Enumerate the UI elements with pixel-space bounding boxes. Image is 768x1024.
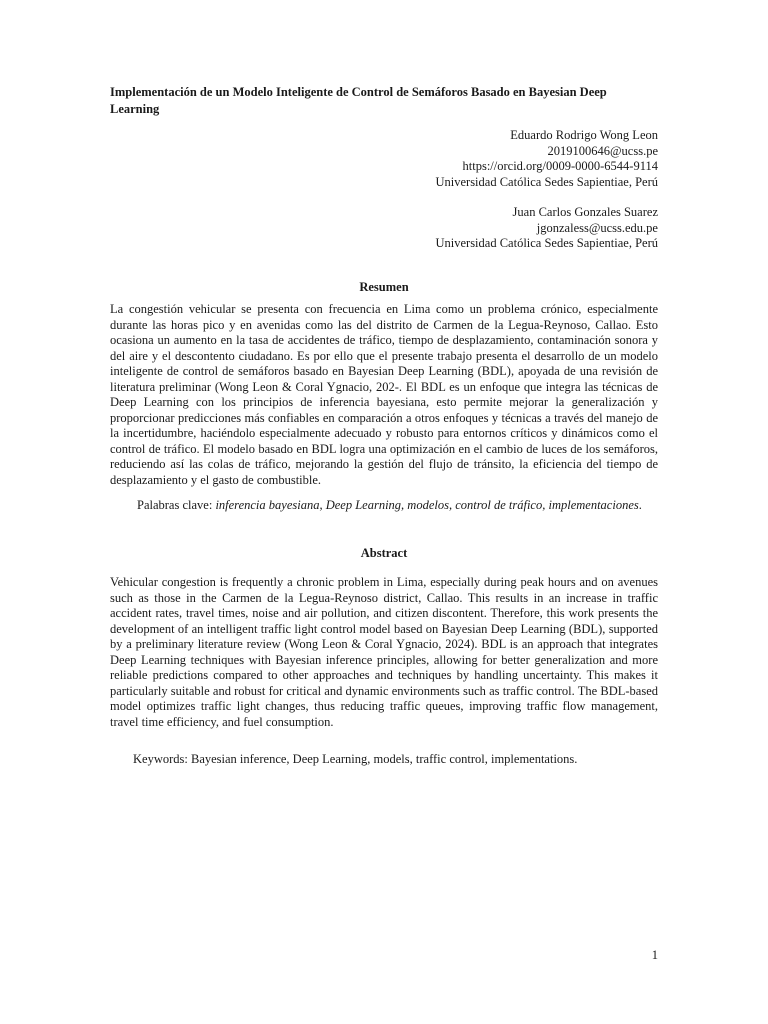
- resumen-heading: Resumen: [359, 280, 409, 294]
- author-orcid: https://orcid.org/0009-0000-6544-9114: [462, 159, 658, 173]
- keywords-label: Palabras clave:: [137, 498, 213, 512]
- paper-title: Implementación de un Modelo Inteligente de Control de Semáforos Basado en Bayesian Deep Learning: [110, 85, 607, 116]
- author-name: Juan Carlos Gonzales Suarez: [512, 205, 658, 219]
- page-number: 1: [651, 948, 658, 962]
- author-affiliation: Universidad Católica Sedes Sapientiae, Perú: [435, 174, 658, 189]
- palabras-clave: [137, 498, 652, 514]
- keywords-english: Keywords: Bayesian inference, Deep Learning, models, traffic control, implementations.: [133, 752, 578, 766]
- author-block-2: [380, 205, 658, 252]
- resumen-paragraph: La congestión vehicular se presenta con frecuencia en Lima como un problema crónico, especialmente durante las horas pico y en avenidas como las del distrito de Carmen de la Legua-Reynoso, Callao. Esto ocasiona un aumento en la tasa de accidentes de tráfico, tiempo de desplazamiento, contaminación sonora y del aire y el descontento ciudadano. Es por ello que el presente trabajo presenta el desarrollo de un modelo inteligente de control de semáforos basado en Bayesian Deep Learning (BDL), apoyada de una revisión de literatura preliminar (Wong Leon & Coral Ygnacio, 202-. El BDL es un enfoque que integra las técnicas de Deep Learning con los principios de inferencia bayesiana, esto permite mejorar la generalización y proporcionar predicciones más confiables en comparación a otros enfoques y técnicas a través del manejo de la incertidumbre, haciéndolo especialmente adecuado y robusto para entornos críticos y dinámicos como el control de tráfico. El modelo basado en BDL logra una optimización en el cambio de luces de los semáforos, reduciendo así las colas de tráfico, mejorando la gestión del flujo de tránsito, la eficiencia del tiempo de desplazamiento y el gasto de combustible.: [110, 302, 658, 487]
- author-name: Eduardo Rodrigo Wong Leon: [510, 128, 658, 142]
- author-email: jgonzaless@ucss.edu.pe: [536, 220, 658, 235]
- keywords-terms: inferencia bayesiana, Deep Learning, modelos, control de tráfico, implementaciones: [215, 498, 639, 512]
- author-block-1: [380, 128, 658, 190]
- keywords-end: .: [638, 498, 642, 512]
- abstract-heading: Abstract: [360, 546, 408, 560]
- abstract-paragraph: Vehicular congestion is frequently a chronic problem in Lima, especially during peak hours and on avenues such as those in the Carmen de la Legua-Reynoso district, Callao. This results in an increase in traffic accident rates, travel times, noise and air pollution, and citizen discontent. Therefore, this work presents the development of an intelligent traffic light control model based on Bayesian Deep Learning (BDL), supported by a preliminary literature review (Wong Leon & Coral Ygnacio, 2024). BDL is an approach that integrates Deep Learning techniques with Bayesian inference principles, allowing for better generalization and more reliable predictions compared to other approaches and techniques by handling uncertainty. This makes it particularly suitable and robust for critical and dynamic environments such as traffic control. The BDL-based model optimizes traffic light changes, thus reducing traffic queues, improving traffic flow management, travel time efficiency, and fuel consumption.: [110, 575, 658, 729]
- author-affiliation: Universidad Católica Sedes Sapientiae, Perú: [435, 236, 658, 250]
- author-email: 2019100646@ucss.pe: [547, 143, 658, 158]
